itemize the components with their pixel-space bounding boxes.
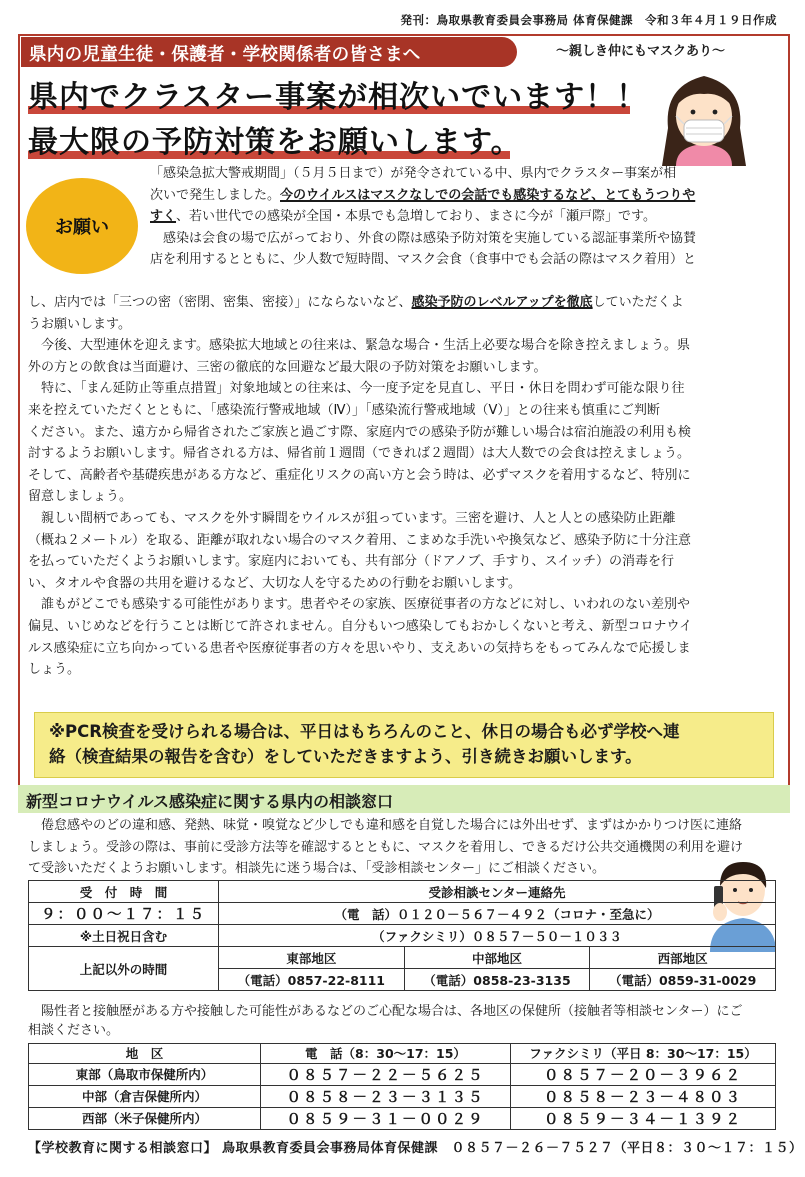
text-line: ルス感染症に立ち向かっている患者や医療従事者の方々を思いやり、支えあいの気持ちをもってみんなで応援しま [28,640,691,656]
table-header: 受診相談センター連絡先 [219,881,776,903]
text-line: 討するようお願いします。帰省される方は、帰省前１週間（できれば２週間）は大人数での会食は控えましょう。 [28,446,690,462]
text-line: ください。また、遠方から帰省されたご家族と過ごす際、家庭内での感染予防が難しい場合は宿泊施設の利用も検 [28,424,692,440]
area-cell: 中部（倉吉保健所内） [29,1085,261,1107]
emphasis-text: 感染予防のレベルアップを徹底 [411,295,593,310]
text-line: 次いで発生しました。今のウイルスはマスクなしでの会話でも感染するなど、とてもうつりや [150,187,696,203]
text-line: 倦怠感やのどの違和感、発熱、味覚・嗅覚など少しでも違和感を自覚した場合には外出せず、まずはかかりつけ医に連絡 [28,818,742,833]
pcr-notice [34,712,774,778]
text-line: 来を控えていただくとともに、「感染流行警戒地域（Ⅳ）」「感染流行警戒地域（Ⅴ）」との往来も慎重にご判断 [28,402,660,418]
table-header: 地 区 [29,1044,261,1064]
area-cell: 西部（米子保健所内） [29,1107,261,1129]
slogan: ～親しき仲にもマスクあり～ [556,44,726,59]
table-header: ファクシミリ（平日 8：30～17：15） [511,1044,776,1064]
text-line: 留意しましょう。 [28,489,133,505]
masked-girl-illustration [654,66,754,170]
reception-center-table [28,880,776,991]
text-line: 店を利用するとともに、少人数で短時間、マスク会食（食事中でも会話の際はマスク着用）と [150,252,697,268]
health-center-table [28,1043,776,1130]
request-badge: お願い [26,178,138,274]
consult-section-title: 新型コロナウイルス感染症に関する県内の相談窓口 [26,792,394,811]
table-row [29,1085,776,1107]
table-header: 受 付 時 間 [29,881,219,903]
text-line: 親しい間柄であっても、マスクを外す瞬間をウイルスが狙っています。三密を避け、人と人との感染防止距離 [28,510,676,526]
text-line: うお願いします。 [28,316,131,332]
text-line: 偏見、いじめなどを行うことは断じて許されません。自分もいつ感染してもおかしくないと考え、新型コロナウイ [28,618,693,634]
table-header: 電 話（8：30～17：15） [261,1044,511,1064]
table-row [29,1107,776,1129]
west-phone: （電話）0859-31-0029 [590,969,776,991]
text-line: すく、若い世代での感染が全国・本県でも急増しており、まさに今が「瀬戸際」です。 [150,209,656,225]
text-line: そして、高齢者や基礎疾患がある方など、重症化リスクの高い方と会う時は、必ずマスクを着用するなど、特別に [28,467,691,483]
text-line: て受診いただくようお願いします。相談先に迷う場合は、「受診相談センター」にご相談ください。 [28,861,605,877]
phone-cell: ０８５９－３１－００２９ [261,1107,511,1129]
table-header: 東部地区 [219,947,405,969]
central-phone: （電話）0858-23-3135 [404,969,590,991]
center-phone: （電 話）０１２０－５６７－４９２（コロナ・至急に） [219,903,776,925]
text-line: しましょう。受診の際は、事前に受診方法等を確認するとともに、マスクを着用し、できるだけ公共交通機関の利用を避け [28,839,744,855]
other-hours-label: 上記以外の時間 [29,947,219,991]
pcr-line-2: 絡（検査結果の報告を含む）をしていただきますよう、引き続きお願いします。 [49,747,642,766]
reception-hours-note: ※土日祝日含む [29,925,219,947]
text-line: しょう。 [28,662,81,678]
consult-paragraph [28,815,780,880]
phone-cell: ０８５７－２２－５６２５ [261,1063,511,1085]
text-line: い、タオルや食器の共用を避けるなど、大切な人を守るための行動をお願いします。 [28,575,521,591]
text-line: 相談ください。 [28,1023,120,1038]
headline-line-1: 県内でクラスター事案が相次いでいます！！ [28,80,648,115]
fax-cell: ０８５８－２３－４８０３ [511,1085,776,1107]
text-line: 今後、大型連休を迎えます。感染拡大地域との往来は、緊急な場合・生活上必要な場合を除き控えましょう。県 [28,338,690,354]
issuer-line: 発刊：鳥取県教育委員会事務局 体育保健課 令和３年４月１９日作成 [400,13,777,27]
table-header: 中部地区 [404,947,590,969]
headline-line-2: 最大限の予防対策をお願いします。 [28,125,522,160]
school-consult-footer: 【学校教育に関する相談窓口】 鳥取県教育委員会事務局体育保健課 ０８５７－２６－７５２７（平日８：３０～１７：１５） [28,1141,803,1156]
text-line: 「感染急拡大警戒期間」（５月５日まで）が発令されている中、県内でクラスター事案が相 [150,166,677,181]
text-line: 感染は会食の場で広がっており、外食の際は感染予防対策を実施している認証事業所や協賛 [150,230,697,246]
text-line: 特に、「まん延防止等重点措置」対象地域との往来は、今一度予定を見直し、平日・休日を問わず可能な限り往 [28,381,685,397]
text-line: 陽性者と接触歴がある方や接触した可能性があるなどのご心配な場合は、各地区の保健所（接触者等相談センター）にご [28,1004,743,1019]
area-cell: 東部（鳥取市保健所内） [29,1063,261,1085]
intro-paragraph [150,163,780,271]
emphasis-text: すく [150,209,177,225]
text-line: 誰もがどこでも感染する可能性があります。患者やその家族、医療従事者の方などに対し、いわれのない差別や [28,597,690,613]
audience-banner: 県内の児童生徒・保護者・学校関係者の皆さまへ [21,37,517,67]
text-line: 外の方との飲食は当面避け、三密の徹底的な回避など最大限の予防対策をお願いします。 [28,359,547,375]
fax-cell: ０８５７－２０－３９６２ [511,1063,776,1085]
emphasis-text: 今のウイルスはマスクなしでの会話でも感染するなど、とてもうつりや [280,187,696,203]
reception-hours: ９：００～１７：１５ [29,903,219,925]
table-row [29,1063,776,1085]
text-line: （概ね２メートル）を取る、距離が取れない場合のマスク着用、こまめな手洗いや換気など、感染予防に十分注意 [28,532,692,548]
text-line: し、店内では「三つの密（密閉、密集、密接）」にならないなど、感染予防のレベルアップを徹底していただくよ [28,295,684,310]
table-header: 西部地区 [590,947,776,969]
text-line: を払っていただくようお願いします。家庭内においても、共有部分（ドアノブ、手すり、スイッチ）の消毒を行 [28,554,674,570]
fax-cell: ０８５９－３４－１３９２ [511,1107,776,1129]
east-phone: （電話）0857-22-8111 [219,969,405,991]
body-paragraphs [28,292,780,681]
center-fax: （ファクシミリ）０８５７－５０－１０３３ [219,925,776,947]
pcr-line-1: ※PCR検査を受けられる場合は、平日はもちろんのこと、休日の場合も必ず学校へ連 [49,722,680,741]
health-center-paragraph [28,1002,780,1040]
phone-cell: ０８５８－２３－３１３５ [261,1085,511,1107]
